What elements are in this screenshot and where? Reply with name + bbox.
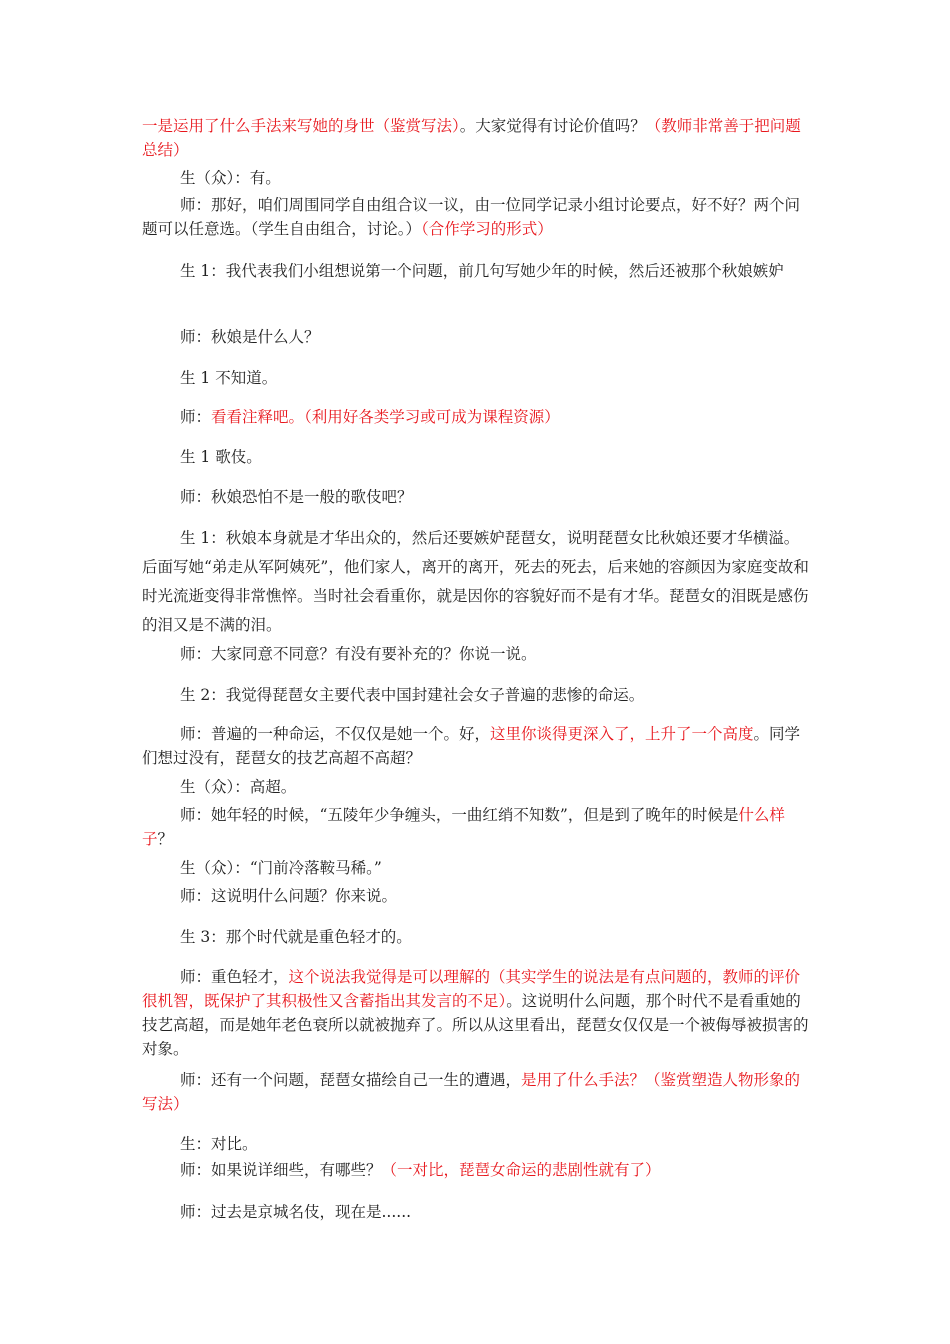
- paragraph-3: [142, 193, 810, 241]
- body-text: 师：: [180, 408, 212, 426]
- paragraph-4: [142, 254, 810, 288]
- body-text: 生 2：我觉得琵琶女主要代表中国封建社会女子普遍的悲惨的命运。: [180, 686, 645, 704]
- body-text: 师：还有一个问题，琵琶女描绘自己一生的遭遇，: [180, 1071, 522, 1089]
- annotation-text: 一是运用了什么手法来写她的身世（鉴赏写法）: [142, 117, 460, 135]
- body-text: 生：对比。: [180, 1135, 258, 1153]
- body-text: 生（众）：高超。: [180, 778, 297, 796]
- paragraph-18: [142, 925, 810, 949]
- body-text: 师：过去是京城名伎，现在是......: [180, 1203, 412, 1221]
- body-text: 。这说明什么问题，那个时代不是看重她的技艺高超，而是她年老色衰所以就被抛弃了。所以从这里看出，琵琶女仅仅是一个被侮辱被损害的对象。: [142, 992, 809, 1058]
- annotation-text: 这个说法我觉得是可以理解的（其实学生的说法是有点问题的，教师的评价很机智，既保护了其积极性又含蓄指出其发言的不足）: [142, 968, 801, 1010]
- annotation-text: 什么样子: [142, 806, 785, 848]
- body-text: 师：如果说详细些，有哪些？: [180, 1161, 382, 1179]
- body-text: 生 1 歌伎。: [180, 448, 262, 466]
- annotation-text: （教师非常善于把问题总结）: [142, 117, 801, 159]
- body-text: 生 3：那个时代就是重色轻才的。: [180, 928, 412, 946]
- paragraph-17: [142, 884, 810, 908]
- body-text: 。大家觉得有讨论价值吗？: [459, 117, 646, 135]
- body-text: 师：这说明什么问题？你来说。: [180, 887, 398, 905]
- paragraph-21: [142, 1132, 810, 1156]
- annotation-text: 是用了什么手法？（鉴赏塑造人物形象的写法）: [142, 1071, 801, 1113]
- paragraph-5: [142, 325, 810, 349]
- paragraph-11: [142, 642, 810, 666]
- paragraph-19: [142, 965, 810, 1061]
- paragraph-7: [142, 405, 810, 429]
- body-text: 。同学们想过没有，琵琶女的技艺高超不高超？: [142, 725, 801, 767]
- body-text: 师：重色轻才，: [180, 968, 289, 986]
- paragraph-22: [142, 1158, 810, 1182]
- paragraph-14: [142, 775, 810, 799]
- annotation-text: （合作学习的形式）: [421, 220, 553, 238]
- paragraph-23: [142, 1200, 810, 1224]
- paragraph-9: [142, 485, 810, 509]
- paragraph-10: [142, 524, 810, 640]
- body-text: 师：秋娘恐怕不是一般的歌伎吧？: [180, 488, 413, 506]
- annotation-text: 看看注释吧。（利用好各类学习或可成为课程资源）: [211, 408, 560, 426]
- body-text: ？: [157, 830, 174, 848]
- paragraph-15: [142, 803, 810, 851]
- body-text: 师：那好，咱们周围同学自由组合议一议，由一位同学记录小组讨论要点，好不好？两个问题可以任意选。（学生自由组合，讨论。）: [142, 196, 801, 238]
- body-text: 生 1 不知道。: [180, 369, 278, 387]
- paragraph-16: [142, 856, 810, 880]
- body-text: 生 1：我代表我们小组想说第一个问题，前几句写她少年的时候，然后还被那个秋娘嫉妒: [180, 262, 784, 280]
- paragraph-8: [142, 445, 810, 469]
- body-text: 生（众）：有。: [180, 169, 281, 187]
- paragraph-1: [142, 114, 810, 162]
- paragraph-13: [142, 722, 810, 770]
- paragraph-2: [142, 166, 810, 190]
- paragraph-6: [142, 366, 810, 390]
- paragraph-12: [142, 683, 810, 707]
- body-text: 生（众）：“门前冷落鞍马稀。”: [180, 859, 382, 877]
- body-text: 师：普遍的一种命运，不仅仅是她一个。好，: [180, 725, 491, 743]
- body-text: 师：她年轻的时候，“五陵年少争缠头，一曲红绡不知数”，但是到了晚年的时候是: [180, 806, 739, 824]
- paragraph-20: [142, 1068, 810, 1116]
- body-text: 生 1：秋娘本身就是才华出众的，然后还要嫉妒琵琶女，说明琵琶女比秋娘还要才华横溢。后面写她“弟走从军阿姨死”，他们家人，离开的离开，死去的死去，后来她的容颜因为家庭变故和时光流逝变得非常憔悴。当时社会看重你，就是因你的容貌好而不是有才华。琵琶女的泪既是感伤的泪又是不满的泪。: [142, 529, 809, 634]
- body-text: 师：大家同意不同意？有没有要补充的？你说一说。: [180, 645, 537, 663]
- annotation-text: （一对比，琵琶女命运的悲剧性就有了）: [381, 1161, 661, 1179]
- annotation-text: 这里你谈得更深入了，上升了一个高度: [490, 725, 754, 743]
- body-text: 师：秋娘是什么人？: [180, 328, 320, 346]
